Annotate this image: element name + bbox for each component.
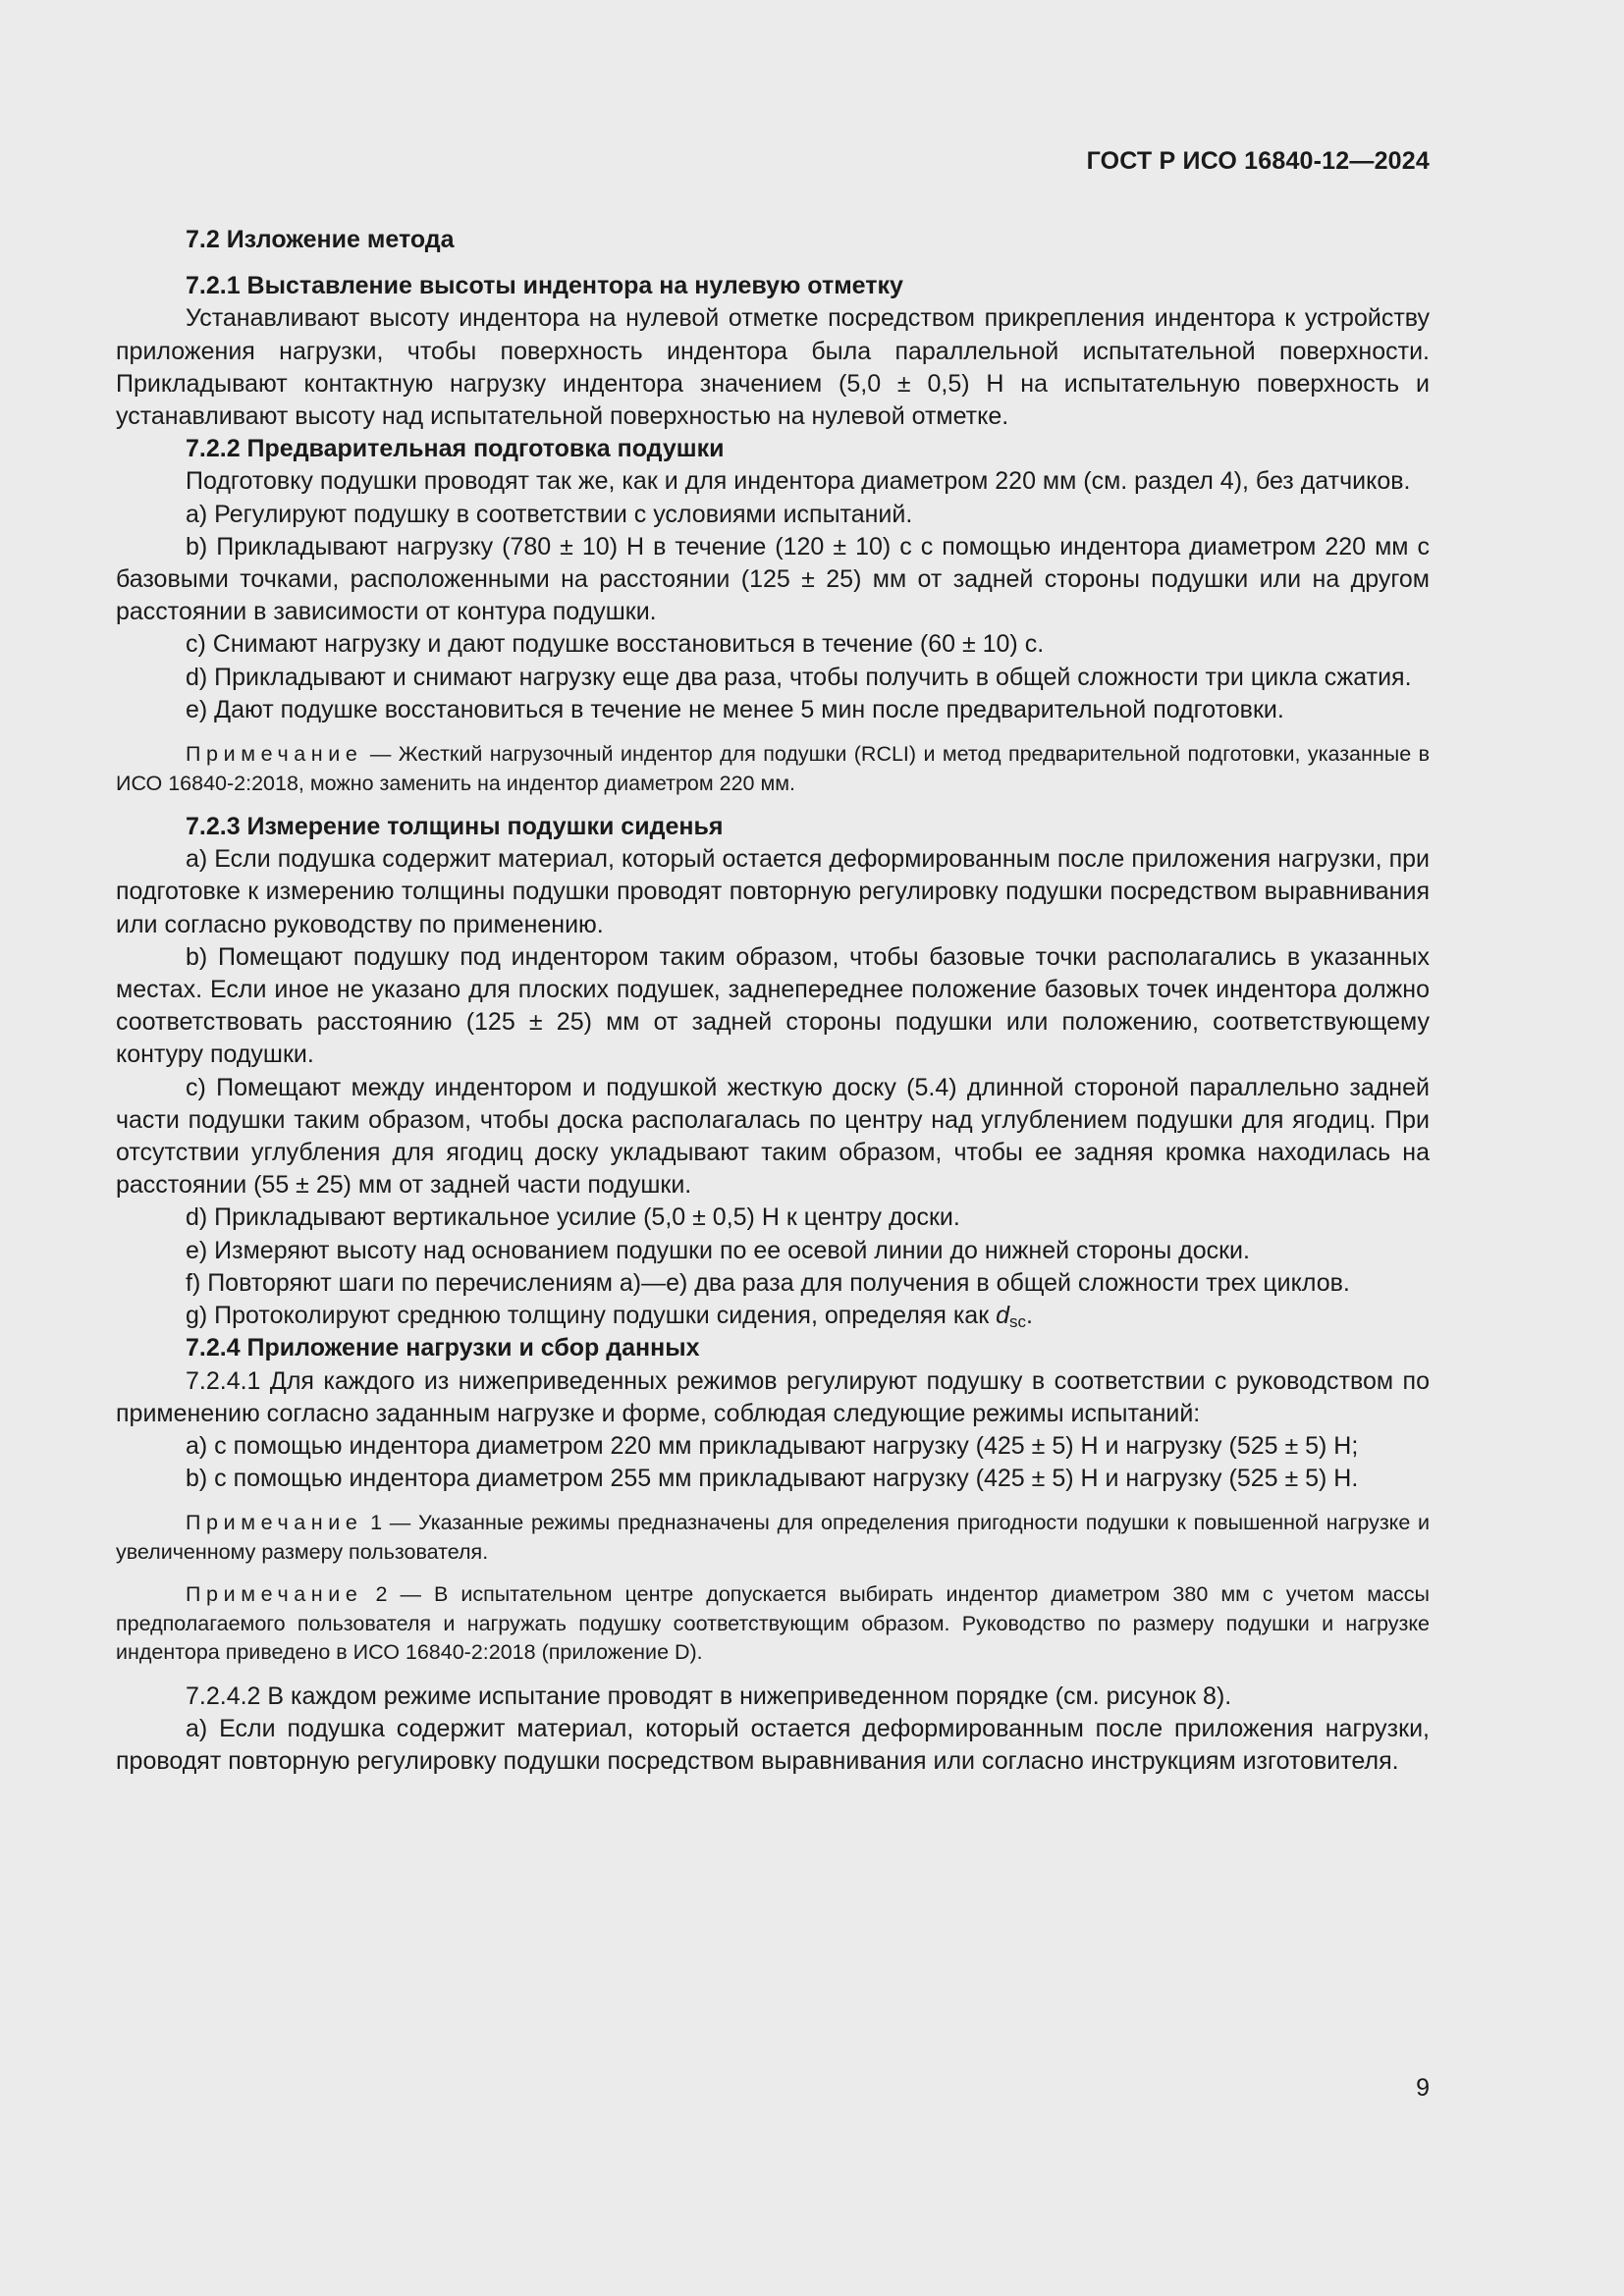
list-item-g-text: g) Протоколируют среднюю толщину подушки сидения, определяя как [186,1302,997,1330]
subsection-title-7-2-3: 7.2.3 Измерение толщины подушки сиденья [186,813,724,841]
list-item-7-2-4-2-a: а) Если подушка содержит материал, который остается деформированным после приложения нагрузки, проводят повторную регулировку подушки посредством выравнивания или согласно инструкциям изготовителя. [116,1715,1430,1776]
list-item-7-2-3-c: c) Помещают между индентором и подушкой жесткую доску (5.4) длинной стороной параллельно задней части подушки таким образом, чтобы доска располагалась по центру над углублением подушки для ягодиц. При отсутствии углубления для ягодиц доску укладывают таким образом, чтобы ее задняя кромка находилась на расстоянии (55 ± 25) мм от задней части подушки. [116,1073,1430,1200]
note-1-7-2-4 [116,1509,1430,1567]
subsection-title-7-2-2: 7.2.2 Предварительная подготовка подушки [186,435,725,463]
note-label: Примечание [186,1582,363,1607]
list-item-7-2-2-c: c) Снимают нагрузку и дают подушке восстановиться в течение (60 ± 10) с. [186,630,1045,659]
note-text: 2 — В испытательном центре допускается выбирать индентор диаметром 380 мм с учетом массы предполагаемого пользователя и нагружать подушку соответствующим образом. Руководство по размеру подушки и нагрузке индентора приведено в ИСО 16840-2:2018 (приложение D). [116,1582,1430,1665]
list-item-7-2-2-e: e) Дают подушке восстановиться в течение не менее 5 мин после предварительной подготовки. [186,695,1284,723]
list-item-7-2-3-b: b) Помещают подушку под индентором таким образом, чтобы базовые точки располагались в указанных местах. Если иное не указано для плоских подушек, заднепереднее положение базовых точек индентора должно соответствовать расстоянию (125 ± 25) мм от задней стороны подушки или положению, соответствующему контуру подушки. [116,942,1430,1069]
list-item-7-2-2-d: d) Прикладывают и снимают нагрузку еще два раза, чтобы получить в общей сложности три цикла сжатия. [186,663,1412,691]
list-item-7-2-2-a: a) Регулируют подушку в соответствии с условиями испытаний. [186,500,913,528]
variable-subscript: sc [1009,1312,1027,1332]
list-item-7-2-3-g [116,1300,1430,1332]
variable-d: d [996,1302,1010,1330]
section-title-7-2: 7.2 Изложение метода [186,226,455,253]
list-item-7-2-3-f: f) Повторяют шаги по перечислениям а)—е) два раза для получения в общей сложности трех циклов. [186,1268,1350,1297]
list-item-7-2-3-d: d) Прикладывают вертикальное усилие (5,0 ± 0,5) Н к центру доски. [186,1203,960,1232]
page-number: 9 [1416,2074,1430,2102]
subsection-title-7-2-4: 7.2.4 Приложение нагрузки и сбор данных [186,1334,700,1362]
note-label: Примечание [186,742,363,767]
note-text: — Жесткий нагрузочный индентор для подушки (RCLI) и метод предварительной подготовки, указанные в ИСО 16840-2:2018, можно заменить на индентор диаметром 220 мм. [116,742,1430,795]
page-content [116,224,1430,1778]
paragraph-7-2-1: Устанавливают высоту индентора на нулевой отметке посредством прикрепления индентора к устройству приложения нагрузки, чтобы поверхность индентора была параллельной испытательной поверхности. Прикладывают контактную нагрузку индентора значением (5,0 ± 0,5) Н на испытательную поверхность и устанавливают высоту над испытательной поверхностью на нулевой отметке. [116,304,1430,431]
subsection-title-7-2-1: 7.2.1 Выставление высоты индентора на нулевую отметку [186,272,903,300]
list-item-7-2-4-1-b: b) с помощью индентора диаметром 255 мм прикладывают нагрузку (425 ± 5) Н и нагрузку (525 ± 5) Н. [186,1465,1359,1493]
note-2-7-2-4 [116,1580,1430,1668]
paragraph-7-2-2-intro: Подготовку подушки проводят так же, как и для индентора диаметром 220 мм (см. раздел 4), без датчиков. [186,467,1411,496]
list-item-7-2-2-b: b) Прикладывают нагрузку (780 ± 10) Н в течение (120 ± 10) с с помощью индентора диаметром 220 мм с базовыми точками, расположенными на расстоянии (125 ± 25) мм от задней стороны подушки или на другом расстоянии в зависимости от контура подушки. [116,532,1430,626]
list-item-g-end: . [1026,1302,1033,1330]
paragraph-7-2-4-1: 7.2.4.1 Для каждого из нижеприведенных режимов регулируют подушку в соответствии с руководством по применению согласно заданным нагрузке и форме, соблюдая следующие режимы испытаний: [116,1366,1430,1427]
list-item-7-2-3-e: e) Измеряют высоту над основанием подушки по ее осевой линии до нижней стороны доски. [186,1236,1250,1264]
note-7-2-2 [116,740,1430,798]
note-text: 1 — Указанные режимы предназначены для определения пригодности подушки к повышенной нагрузке и увеличенному размеру пользователя. [116,1511,1430,1564]
note-label: Примечание [186,1511,363,1535]
paragraph-7-2-4-2: 7.2.4.2 В каждом режиме испытание проводят в нижеприведенном порядке (см. рисунок 8). [186,1682,1232,1710]
standard-code-header: ГОСТ Р ИСО 16840-12—2024 [1086,147,1430,175]
list-item-7-2-4-1-a: а) с помощью индентора диаметром 220 мм прикладывают нагрузку (425 ± 5) Н и нагрузку (525 ± 5) Н; [186,1431,1359,1460]
list-item-7-2-3-a: a) Если подушка содержит материал, который остается деформированным после приложения нагрузки, при подготовке к измерению толщины подушки проводят повторную регулировку подушки посредством выравнивания или согласно руководству по применению. [116,845,1430,938]
